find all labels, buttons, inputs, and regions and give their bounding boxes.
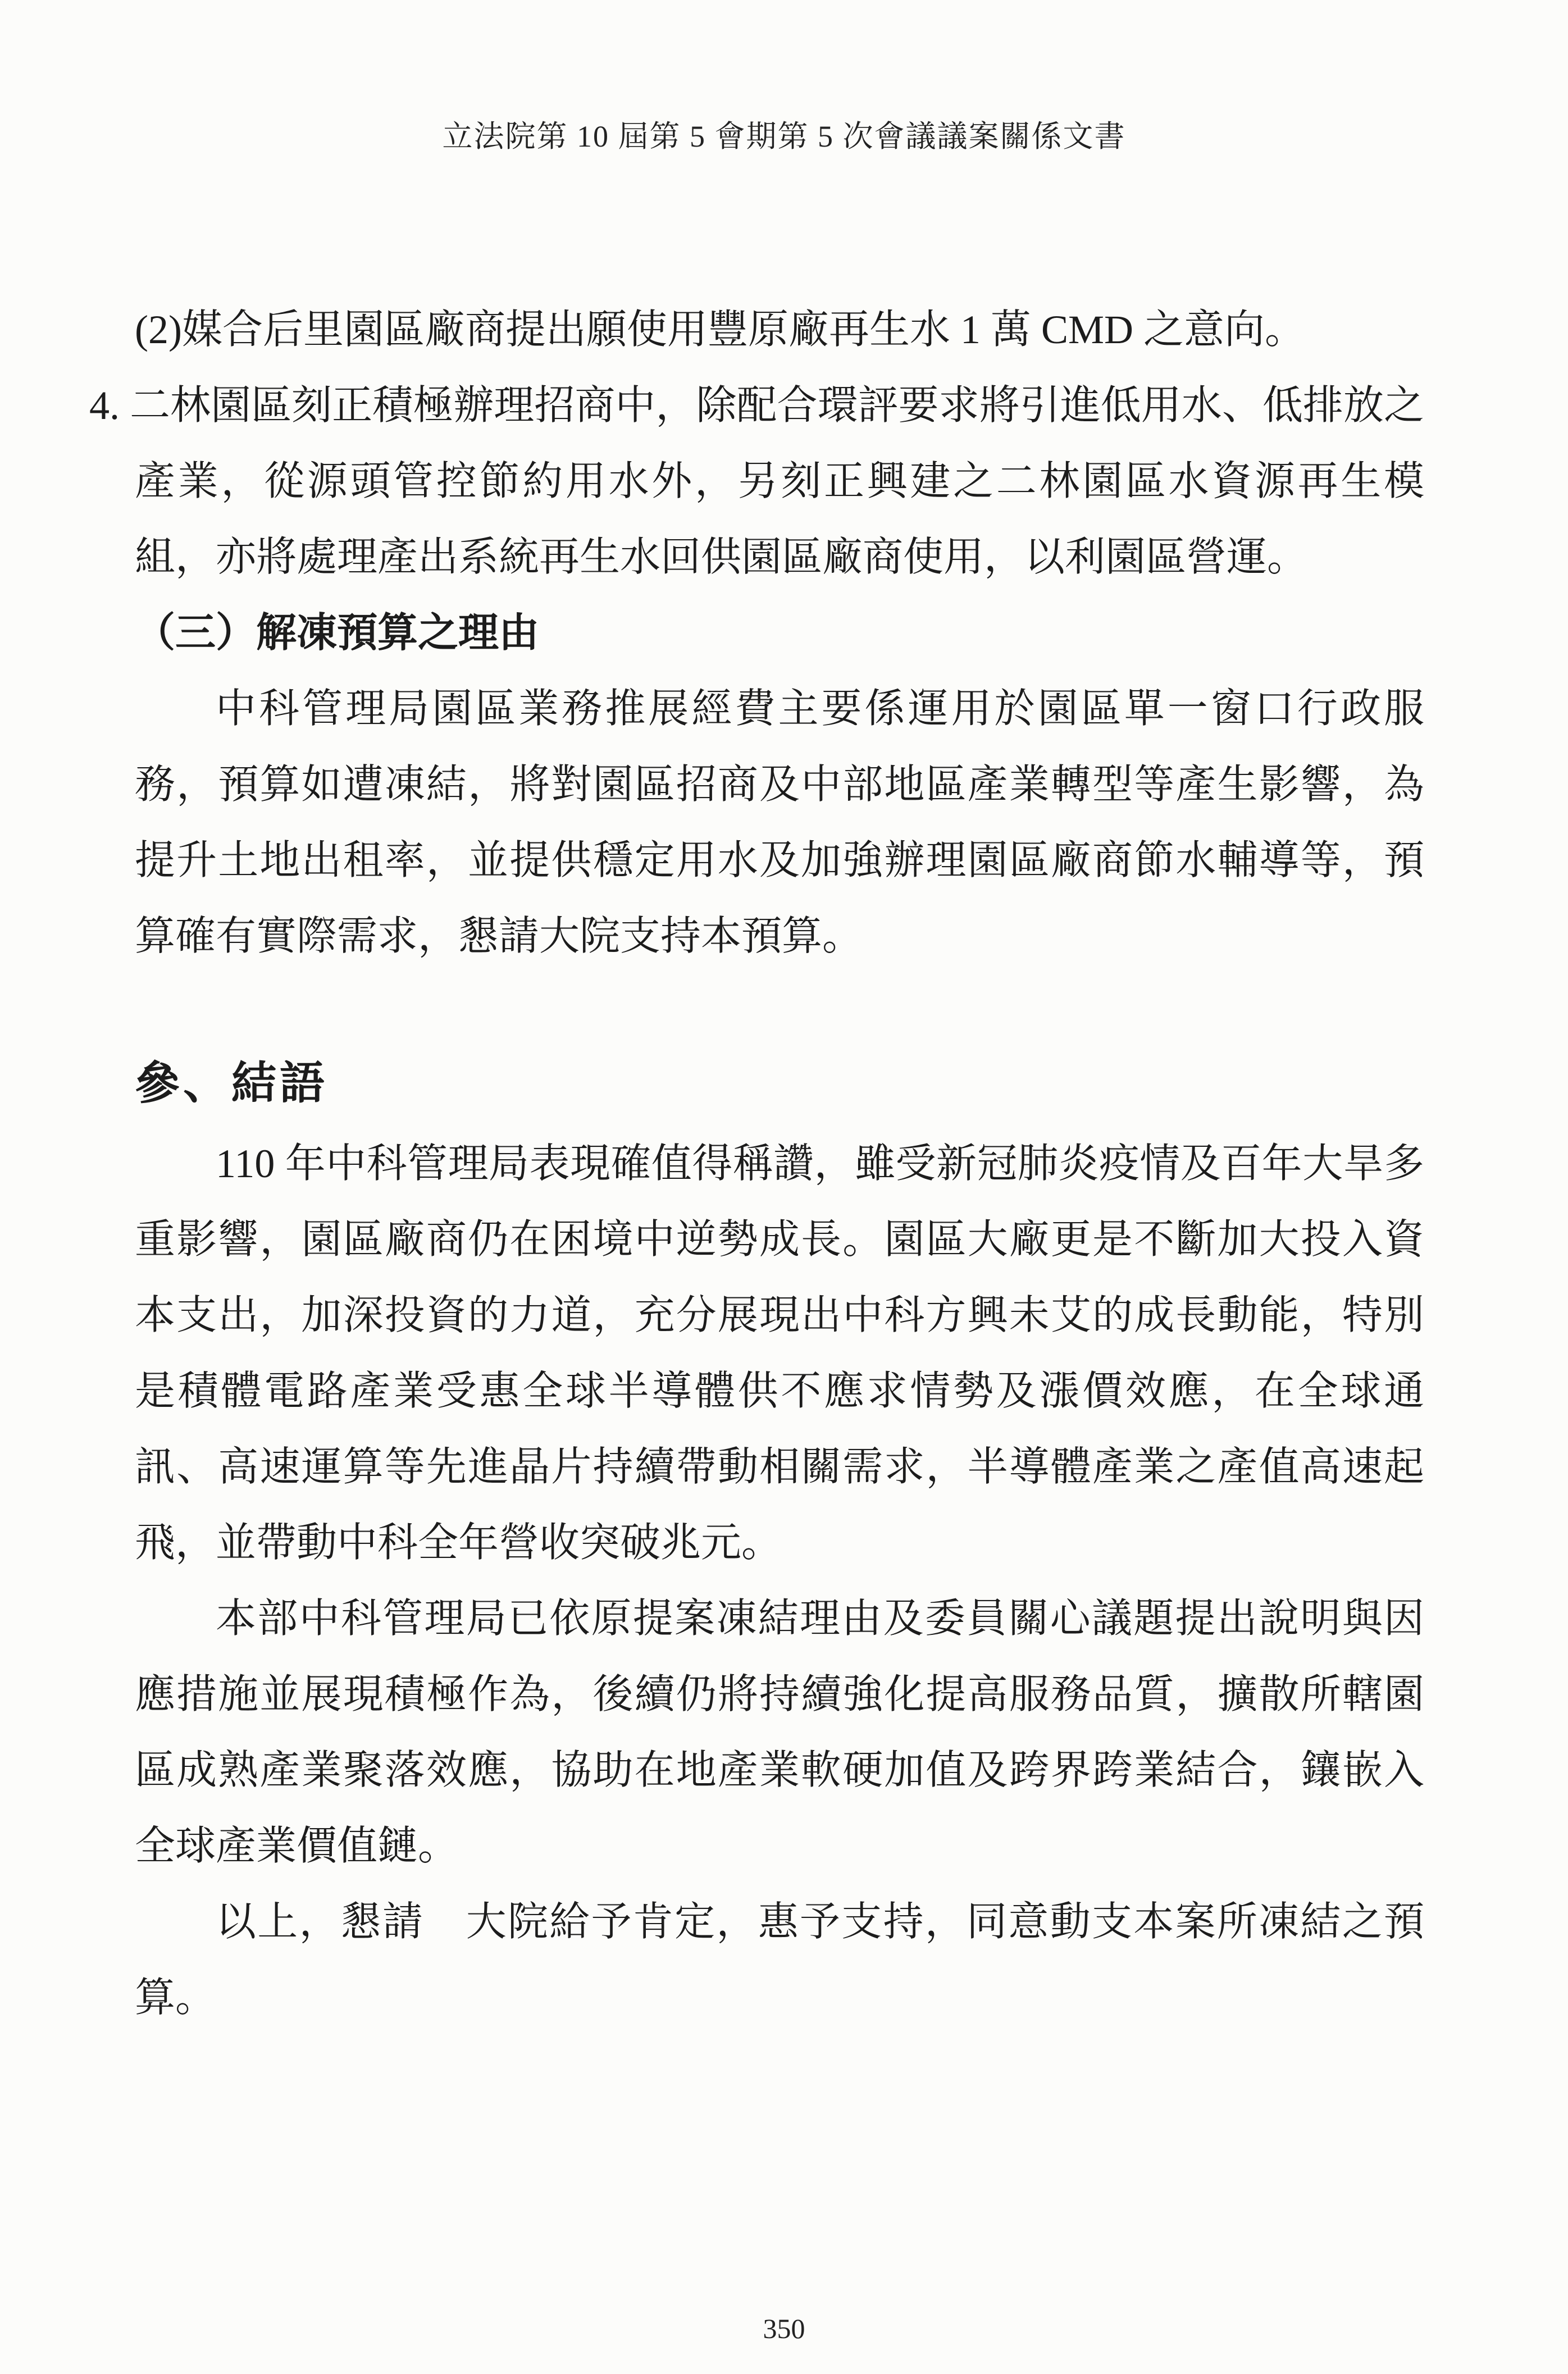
document-body xyxy=(89,292,1424,2036)
sub-section-heading-3: （三）解凍預算之理由 xyxy=(135,610,540,655)
list-item-4: 4. 二林園區刻正積極辦理招商中，除配合環評要求將引進低用水、低排放之產業，從源頭管控節約用水外，另刻正興建之二林園區水資源再生模組，亦將處理產出系統再生水回供園區廠商使用，以利園區營運。 xyxy=(89,383,1424,580)
conclusion-heading: 參、結語 xyxy=(135,1059,328,1109)
page-number: 350 xyxy=(763,2313,805,2344)
conclusion-paragraph-2: 本部中科管理局已依原提案凍結理由及委員關心議題提出說明與因應措施並展現積極作為，後續仍將持續強化提高服務品質，擴散所轄園區成熟產業聚落效應，協助在地產業軟硬加值及跨界跨業結合，鑲嵌入全球產業價值鏈。 xyxy=(135,1596,1424,1869)
section-3-paragraph: 中科管理局園區業務推展經費主要係運用於園區單一窗口行政服務，預算如遭凍結，將對園區招商及中部地區產業轉型等產生影響，為提升土地出租率，並提供穩定用水及加強辦理園區廠商節水輔導等，預算確有實際需求，懇請大院支持本預算。 xyxy=(135,686,1424,959)
document-header: 立法院第 10 屆第 5 會期第 5 次會議議案關係文書 xyxy=(442,120,1126,153)
conclusion-paragraph-1: 110 年中科管理局表現確值得稱讚，雖受新冠肺炎疫情及百年大旱多重影響，園區廠商仍在困境中逆勢成長。園區大廠更是不斷加大投入資本支出，加深投資的力道，充分展現出中科方興未艾的成長動能，特別是積體電路產業受惠全球半導體供不應求情勢及漲價效應，在全球通訊、高速運算等先進晶片持續帶動相關需求，半導體產業之產值高速起飛，並帶動中科全年營收突破兆元。 xyxy=(135,1141,1424,1565)
list-item-2: (2)媒合后里園區廠商提出願使用豐原廠再生水 1 萬 CMD 之意向。 xyxy=(135,307,1305,352)
conclusion-paragraph-3: 以上，懇請 大院給予肯定，惠予支持，同意動支本案所凍結之預算。 xyxy=(135,1899,1424,2020)
